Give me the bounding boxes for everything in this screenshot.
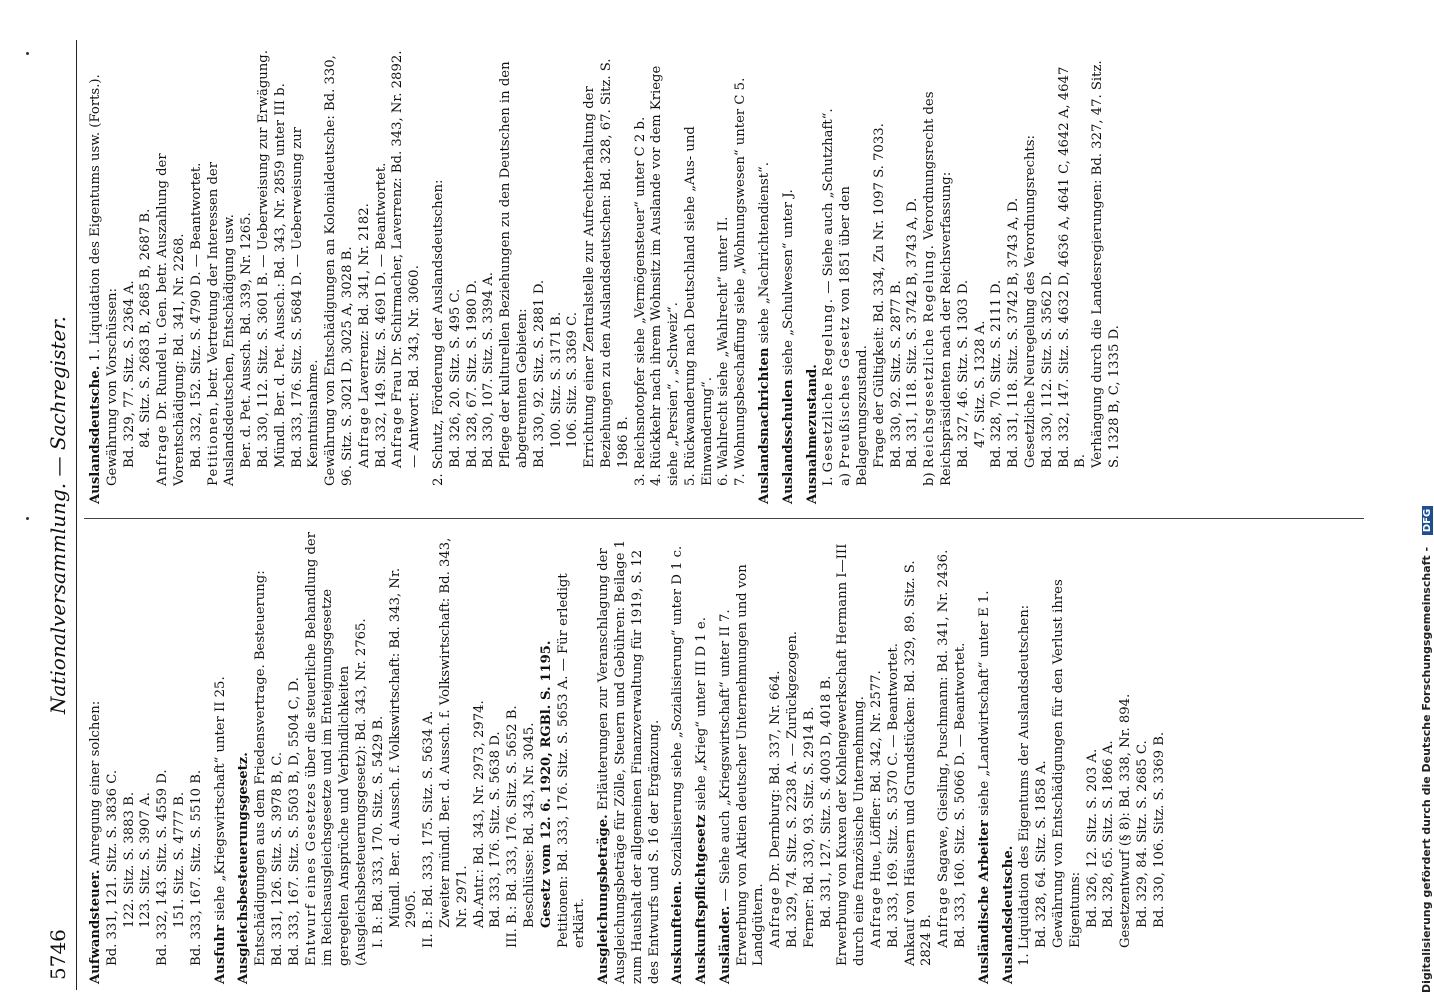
- left-index-entry: Bd. 329, 84. Sitz. S. 2685 C.: [1135, 740, 1151, 928]
- right-index-entry: 84. Sitz. S. 2683 B, 2685 B, 2687 B.: [138, 208, 154, 448]
- left-index-entry: Auskunfteien. Sozialisierung siehe „Sozialisierung“ unter D 1 c.: [670, 545, 686, 984]
- left-index-entry: 1. Liquidation des Eigentums der Auslandsdeutschen:: [1017, 604, 1033, 966]
- page-title: Nationalversammlung. — Sachregister.: [46, 315, 70, 715]
- right-index-entry: Pflege der kulturellen Beziehungen zu den Deutschen in den abgetrennten Gebieten:: [498, 61, 530, 468]
- left-column: [88, 529, 1169, 984]
- left-index-entry: Anfrage Sagawe, Giesling, Puschmann: Bd. 341, Nr. 2436.: [936, 549, 952, 948]
- right-index-entry: b) Reichsgesetzliche Regelung. Verordnungsrecht des Reichspräsidenten nach der Reichsverfassung:: [922, 91, 955, 486]
- entry-spacer: [798, 49, 805, 504]
- top-dot: [26, 517, 29, 520]
- left-index-entry: Bd. 333, 176. Sitz. S. 5638 D.: [488, 731, 504, 928]
- right-index-entry: Bd. 330, 107. Sitz. S. 3394 A.: [481, 272, 497, 468]
- corner-dot: [26, 52, 29, 55]
- column-divider: [84, 518, 1364, 519]
- left-index-entry: 122. Sitz. S. 3883 B.: [121, 791, 137, 928]
- left-index-entry: Ausgleichungsbeträge. Erläuterungen zur Veranschlagung der Ausgleichungsbeträge für Zölle, Steuern und Gebühren: Beilage 1 zum Haushalt der allgemeinen Finanzverwaltung für 1919, S. 12 des Entwurfs und S. 16 der Ergänzung.: [596, 540, 662, 984]
- entry-spacer: [687, 529, 694, 984]
- right-index-entry: 6. Wahlrecht siehe „Wahlrecht“ unter II.: [716, 216, 732, 486]
- entry-spacer: [424, 49, 431, 504]
- left-index-entry: Ausländische Arbeiter siehe „Landwirtschaft“ unter E 1.: [976, 590, 992, 984]
- right-index-entry: 4. Rückkehr nach ihrem Wohnsitz im Auslande vor dem Kriege siehe „Persien“, „Schweiz“.: [649, 65, 682, 486]
- right-index-entry: Ausnahmezustand.: [804, 364, 820, 504]
- left-index-entry: II. B.: Bd. 333, 175. Sitz. S. 5634 A.: [421, 710, 437, 948]
- left-index-entry: Zweiter mündl. Ber. d. Aussch. f. Volkswirtschaft: Bd. 343, Nr. 2971.: [437, 537, 470, 928]
- entry-spacer: [750, 49, 757, 504]
- left-index-entry: Bd. 333, 167. Sitz. S. 5503 B, D, 5504 C, D.: [286, 677, 302, 966]
- left-index-entry: Aufwandsteuer. Anregung einer solchen:: [88, 700, 103, 984]
- left-index-entry: Anfrage Dr. Dernburg: Bd. 337, Nr. 664.: [768, 670, 784, 948]
- right-index-entry: Bd. 331, 118. Sitz. S. 3742 B, 3743 A, D.: [1006, 197, 1022, 468]
- right-index-entry: 106. Sitz. S. 3369 C.: [565, 312, 581, 448]
- entry-spacer: [229, 529, 236, 984]
- right-index-entry: Bd. 333, 176. Sitz. S. 5684 D. — Ueberweisung zur Kenntnisnahme.: [289, 127, 322, 468]
- right-index-entry: Auslandsnachrichten siehe „Nachrichtendienst“.: [757, 162, 773, 504]
- right-index-entry: Errichtung einer Zentralstelle zur Aufrechterhaltung der Beziehungen zu den Auslandsdeutschen: Bd. 328, 67. Sitz. S. 1986 B.: [582, 58, 631, 468]
- right-index-entry: Bd. 331, 118. Sitz. S. 3742 B, 3743 A, D.: [905, 197, 921, 468]
- left-index-entry: 151. Sitz. S. 4777 B.: [171, 791, 187, 928]
- right-index-entry: Bd. 332, 152. Sitz. S. 4790 D. — Beantwortet.: [188, 162, 204, 468]
- page-header: [40, 40, 77, 990]
- left-index-entry: Gesetz vom 12. 6. 1920, RGBl. S. 1195.: [538, 640, 554, 928]
- left-index-entry: Bd. 331, 121. Sitz. S. 3836 C.: [104, 769, 120, 966]
- left-index-entry: Entschädigungen aus dem Friedensvertrage. Besteuerung:: [253, 570, 269, 966]
- left-index-entry: Bd. 331, 126. Sitz. S. 3978 B, C.: [269, 751, 285, 966]
- right-index-entry: Anfrage Laverrenz: Bd. 341, Nr. 2182.: [356, 203, 372, 468]
- left-index-entry: Entwurf eines Gesetzes über die steuerliche Behandlung der im Reichsausgleichsgesetze und im Enteignungsgesetze geregelten Ansprüche und Verbindlichkeiten (Ausgleichsbesteuerungsgesetz): Bd. 343, Nr. 2765.: [303, 531, 369, 966]
- right-index-entry: Gesetzliche Neuregelung des Verordnungsrechts:: [1023, 135, 1039, 468]
- left-index-entry: Ausfuhr siehe „Kriegswirtschaft“ unter II 25.: [212, 676, 228, 984]
- right-index-entry: Bd. 330, 92. Sitz. S. 2881 D.: [531, 279, 547, 468]
- right-index-entry: Bd. 326, 20. Sitz. S. 495 C.: [447, 288, 463, 468]
- left-index-entry: Erwerbung von Kuxen der Kohlengewerkschaft Hermann I—III durch eine französische Unternehmung.: [835, 543, 868, 966]
- left-index-entry: Gewährung von Entschädigungen für den Verlust ihres Eigentums:: [1051, 579, 1083, 948]
- scanned-page: [40, 40, 1370, 990]
- left-index-entry: Auslandsdeutsche.: [1000, 845, 1016, 984]
- left-index-entry: Gesetzentwurf (§ 8): Bd. 338, Nr. 894.: [1118, 693, 1134, 948]
- left-index-entry: Bd. 331, 127. Sitz. S. 4003 D, 4018 B.: [818, 675, 834, 928]
- left-index-entry: Bd. 333, 160. Sitz. S. 5066 D. — Beantwortet.: [953, 642, 969, 948]
- left-index-entry: Ausländer. — Siehe auch „Kriegswirtschaft“ unter II 7.: [717, 609, 733, 984]
- entry-spacer: [994, 529, 1001, 984]
- right-index-entry: Bd. 330, 112. Sitz. S. 3562 D.: [1039, 271, 1055, 468]
- right-index-entry: 100. Sitz. S. 3171 B.: [548, 311, 564, 448]
- left-index-entry: Ferner: Bd. 330, 93. Sitz. S. 2914 B.: [801, 706, 817, 948]
- right-index-entry: Bd. 328, 70. Sitz. S. 2111 D.: [989, 279, 1005, 468]
- left-index-entry: Bd. 332, 143. Sitz. S. 4559 D.: [155, 769, 171, 966]
- left-index-entry: Erwerbung von Aktien deutscher Unternehmungen und von Landgütern.: [734, 564, 767, 966]
- left-index-entry: Auskunftspflichtgesetz siehe „Krieg“ unter III D 1 e.: [694, 617, 710, 984]
- right-index-entry: Bd. 329, 77. Sitz. S. 2364 A.: [121, 280, 137, 468]
- right-index-entry: Bd. 328, 67. Sitz. S. 1980 D.: [464, 279, 480, 468]
- left-index-entry: Ankauf von Häusern und Grundstücken: Bd. 329, 89. Sitz. S. 2824 B.: [902, 560, 935, 966]
- left-index-entry: Anfrage Hue, Löffler: Bd. 342, Nr. 2577.: [869, 670, 885, 948]
- left-index-entry: Bd. 326, 12. Sitz. S. 203 A.: [1084, 748, 1100, 928]
- right-index-entry: Frage der Gültigkeit: Bd. 334, Zu Nr. 1097 S. 7033.: [871, 123, 887, 468]
- right-index-entry: 7. Wohnungsbeschaffung siehe „Wohnungswesen“ unter C 5.: [733, 77, 749, 486]
- right-index-entry: 2. Schutz, Förderung der Auslandsdeutschen:: [430, 179, 446, 486]
- left-index-entry: Bd. 329, 74. Sitz. S. 2238 A. — Zurückgezogen.: [785, 630, 801, 948]
- left-index-entry: I. B.: Bd. 333, 170. Sitz. S. 5429 B.: [370, 715, 386, 948]
- right-index-entry: Bd. 327, 46. Sitz. S. 1303 D.: [955, 279, 971, 468]
- dfg-logo: DFG: [1422, 506, 1433, 535]
- right-index-entry: Verhängung durch die Landesregierungen: Bd. 327, 47. Sitz. S. 1328 B, C, 1335 D.: [1090, 60, 1123, 468]
- right-index-entry: 5. Rückwanderung nach Deutschland siehe „Aus- und Einwanderung“.: [682, 126, 715, 486]
- entry-spacer: [663, 529, 670, 984]
- left-index-entry: Bd. 328, 65. Sitz. S. 1866 A.: [1101, 740, 1117, 928]
- right-index-entry: Anfrage Frau Dr. Schirmacher, Laverrenz: Bd. 343, Nr. 2892. — Antwort: Bd. 343, Nr. 3060.: [390, 50, 423, 468]
- left-index-entry: Beschlüsse: Bd. 343, Nr. 3045.: [521, 722, 537, 928]
- right-index-entry: 47. Sitz. S. 1328 A.: [972, 320, 988, 448]
- right-index-entry: Bd. 330, 112. Sitz. S. 3601 B. — Ueberweisung zur Erwägung.: [255, 50, 271, 468]
- right-index-entry: Bd. 332, 147. Sitz. S. 4632 D, 4636 A, 4641 C, 4642 A, 4647 B.: [1056, 66, 1089, 468]
- right-index-entry: I. Gesetzliche Regelung. — Siehe auch „Schutzhaft“.: [821, 108, 837, 486]
- left-index-entry: III. B.: Bd. 333, 176. Sitz. S. 5652 B.: [505, 705, 521, 948]
- left-index-entry: Bd. 333, 167. Sitz. S. 5510 B.: [188, 769, 204, 966]
- right-index-entry: Gewährung von Entschädigungen an Kolonialdeutsche: Bd. 330, 96. Sitz. S. 3021 D, 3025 A, 3028 B.: [323, 55, 355, 486]
- left-index-entry: Mündl. Ber. d. Aussch. f. Volkswirtschaft: Bd. 343, Nr. 2905.: [387, 567, 420, 928]
- entry-spacer: [711, 529, 718, 984]
- entry-spacer: [970, 529, 977, 984]
- right-index-entry: Gewährung von Vorschüssen:: [104, 288, 120, 486]
- right-index-entry: Mündl. Ber. d. Pet. Aussch.: Bd. 343, Nr. 2859 unter III b.: [272, 83, 288, 468]
- entry-spacer: [589, 529, 596, 984]
- entry-spacer: [774, 49, 781, 504]
- right-index-entry: a) Preußisches Gesetz von 1851 über den Belagerungszustand.: [838, 186, 871, 486]
- left-index-entry: Bd. 333, 169. Sitz. S. 5370 C. — Beantwortet.: [885, 643, 901, 948]
- page-number: 5746: [46, 929, 70, 980]
- right-index-entry: Petitionen, betr. Vertretung der Interessen der Auslandsdeutschen, Entschädigung usw.: [205, 161, 238, 486]
- left-index-entry: 123. Sitz. S. 3907 A.: [138, 792, 154, 928]
- right-column: [88, 49, 1124, 504]
- right-index-entry: Auslandsdeutsche. 1. Liquidation des Eigentums usw. (Forts.).: [88, 74, 103, 504]
- right-index-entry: Bd. 332, 149. Sitz. S. 4691 D. — Beantwortet.: [373, 162, 389, 468]
- left-index-entry: Ab.Antr.: Bd. 343, Nr. 2973, 2974.: [471, 700, 487, 928]
- right-index-entry: Anfrage Dr. Rundel u. Gen. betr. Auszahlung der Vorentschädigung: Bd. 341, Nr. 2268.: [155, 153, 187, 486]
- left-index-entry: Ausgleichsbesteuerungsgesetz.: [236, 752, 252, 984]
- digitization-credit: [1418, 8, 1434, 998]
- credit-text-wrap: [1420, 13, 1433, 993]
- left-index-entry: Bd. 328, 64. Sitz. S. 1858 A.: [1034, 760, 1050, 948]
- credit-text: Digitalisierung gefördert durch die Deutsche Forschungsgemeinschaft -: [1420, 546, 1433, 993]
- right-index-entry: Auslandsschulen siehe „Schulwesen“ unter J.: [780, 189, 796, 504]
- entry-spacer: [206, 529, 213, 984]
- right-index-entry: 3. Reichsnotopfer siehe „Vermögensteuer“ unter C 2 b.: [632, 116, 648, 486]
- left-index-entry: Petitionen: Bd. 333, 176. Sitz. S. 5653 A. — Für erledigt erklärt.: [555, 573, 588, 948]
- right-index-entry: Bd. 330, 92. Sitz. S. 2877 B.: [888, 280, 904, 468]
- right-index-entry: Ber. d. Pet. Aussch. Bd. 339, Nr. 1265.: [239, 212, 255, 468]
- left-index-entry: Bd. 330, 106. Sitz. S. 3369 B.: [1151, 731, 1167, 928]
